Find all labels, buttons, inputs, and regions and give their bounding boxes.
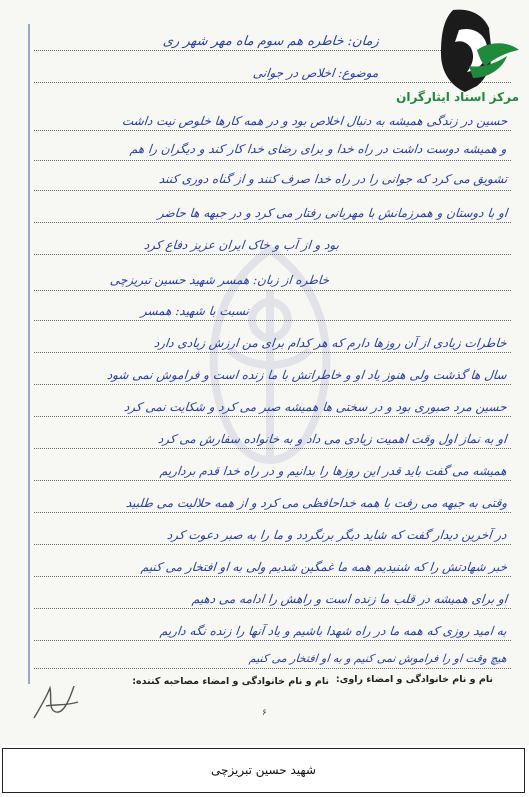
handwritten-line: و همیشه دوست داشت در راه خدا و برای رضای خدا کار کند و دیگران را هم <box>129 142 508 156</box>
page-number: ۶ <box>262 708 267 718</box>
handwritten-line: در آخرین دیدار گفت که شاید دیگر برنگردد و ما را به صبر دعوت کرد <box>166 528 508 542</box>
interviewer-signature-label: نام و نام خانوادگی و امضاء مصاحبه کننده: <box>132 676 329 687</box>
handwritten-line: موضوع: اخلاص در جوانی <box>252 66 380 80</box>
handwritten-line: خاطرات زیادی از آن روزها دارم که هر کدام برای من ارزش زیادی دارد <box>153 336 508 350</box>
handwritten-line: تشویق می کرد که جوانی را در راه خدا صرف کنند و از گناه دوری کنند <box>157 172 508 186</box>
ruled-line <box>34 608 511 609</box>
ruled-line <box>34 668 511 669</box>
ruled-line <box>34 544 511 545</box>
handwritten-line: او برای همیشه در قلب ما زنده است و راهش را ادامه می دهیم <box>190 592 508 606</box>
handwritten-line: همیشه می گفت باید قدر این روزها را بدانیم و در راه خدا قدم برداریم <box>159 464 508 478</box>
handwritten-line: بود و از آب و خاک ایران عزیز دفاع کرد <box>143 238 340 252</box>
ruled-line <box>34 190 511 191</box>
handwritten-line: حسین در زندگی همیشه به دنبال اخلاص بود و در همه کارها خلوص نیت داشت <box>120 114 508 128</box>
handwritten-line: خاطره از زبان: همسر شهید حسین تبریزچی <box>109 273 330 287</box>
handwritten-line: نسبت با شهید: همسر <box>140 304 250 318</box>
handwritten-line: او با دوستان و همرزمانش با مهربانی رفتار می کرد و در جبهه ها حاضر <box>156 206 508 220</box>
archive-logo-caption: مرکز اسناد ایثارگران <box>396 90 519 104</box>
handwritten-line: حسین مرد صبوری بود و در سختی ها همیشه صبر می کرد و شکایت نمی کرد <box>123 400 508 414</box>
signature-scribble <box>26 668 86 728</box>
caption-box <box>2 748 525 793</box>
handwritten-line: هیچ وقت او را فراموش نمی کنیم و به او افتخار می کنیم <box>248 652 508 665</box>
handwritten-line: به امید روزی که همه ما در راه شهدا باشیم و یاد آنها را زنده نگه داریم <box>159 624 508 638</box>
handwritten-line: سال ها گذشت ولی هنوز یاد او و خاطراتش با ما زنده است و فراموش نمی شود <box>106 368 508 382</box>
margin-line <box>28 24 30 684</box>
handwritten-line: او به نماز اول وقت اهمیت زیادی می داد و به خانواده سفارش می کرد <box>157 432 508 446</box>
ruled-line <box>34 640 511 641</box>
handwritten-line: خبر شهادتش را که شنیدیم همه ما غمگین شدیم ولی به او افتخار می کنیم <box>140 560 508 574</box>
ruled-line <box>34 130 511 131</box>
ruled-line <box>34 576 511 577</box>
ruled-line <box>34 222 511 223</box>
ruled-line <box>34 512 511 513</box>
martyr-name-caption: شهید حسین تبریزچی <box>211 763 316 777</box>
ruled-line <box>34 160 511 161</box>
emblem-watermark <box>170 230 370 500</box>
handwritten-line: زمان: خاطره هم سوم ماه مهر شهر ری <box>162 34 380 49</box>
narrator-signature-label: نام و نام خانوادگی و امضاء راوی: <box>335 674 493 685</box>
handwritten-line: وقتی به جبهه می رفت با همه خداحافظی می کرد و از همه حلالیت می طلبید <box>125 496 508 510</box>
